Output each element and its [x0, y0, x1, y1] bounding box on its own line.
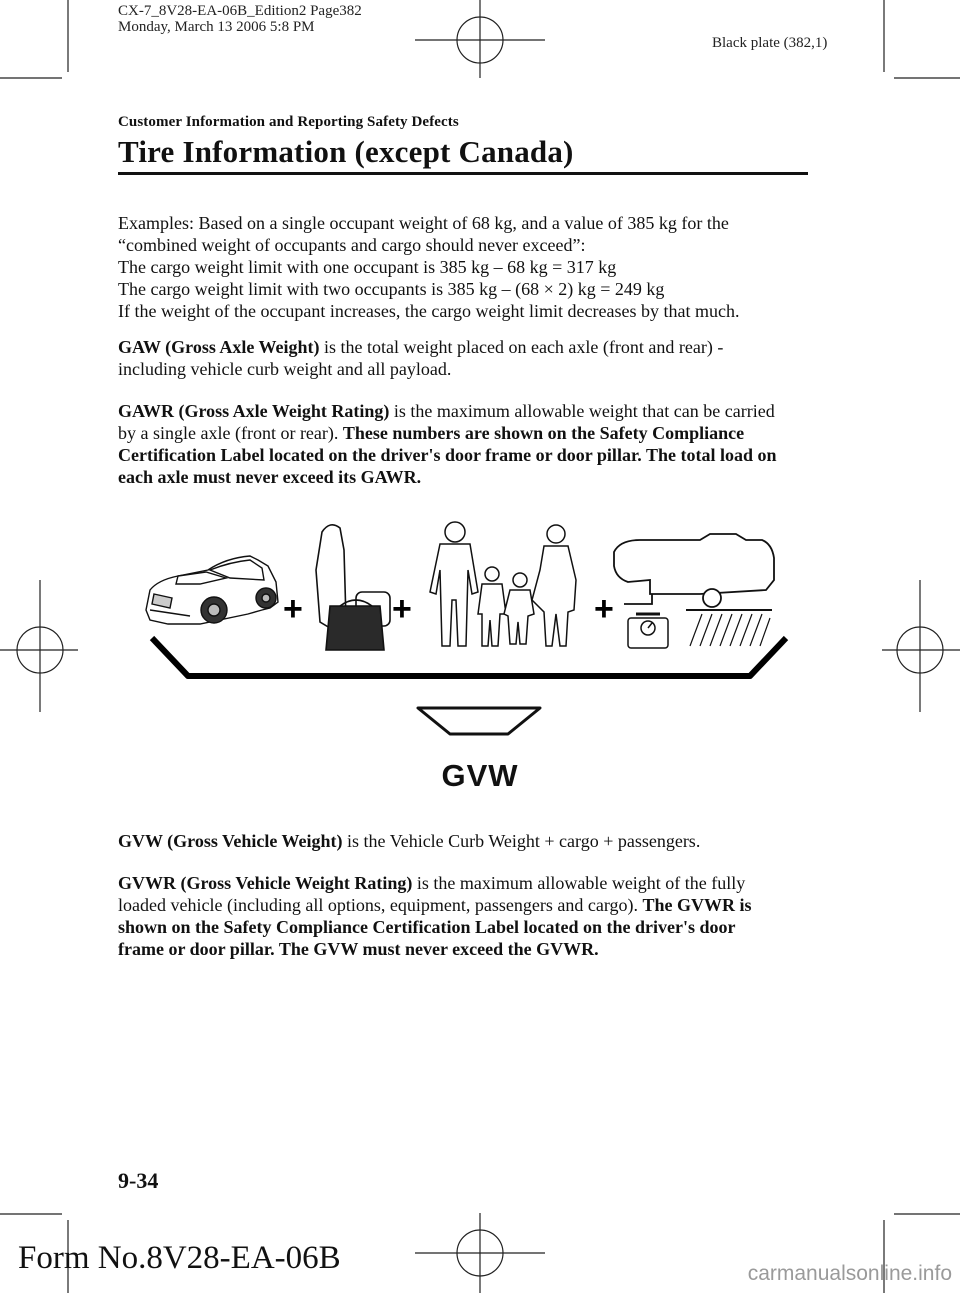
watermark: carmanualsonline.info [747, 1262, 952, 1285]
ground-hatch [686, 610, 772, 646]
gvwr-text-2: loaded vehicle (including all options, equipment, passengers and cargo). [118, 895, 643, 915]
family-icon [430, 522, 576, 646]
gaw-text-1: is the total weight placed on each axle (front and rear) - [319, 337, 724, 357]
gawr-paragraph [118, 400, 808, 488]
gvw-term: GVW (Gross Vehicle Weight) [118, 831, 343, 851]
gawr-bold-2: Certification Label located on the driver's door frame or door pillar. The total load on [118, 445, 777, 465]
examples-line-5: If the weight of the occupant increases, the cargo weight limit decreases by that much. [118, 301, 740, 321]
gawr-bold-3: each axle must never exceed its GAWR. [118, 467, 422, 487]
examples-line-3: The cargo weight limit with one occupant is 385 kg – 68 kg = 317 kg [118, 257, 617, 277]
plate-label: Black plate (382,1) [712, 35, 828, 51]
gvwr-text-1: is the maximum allowable weight of the fully [412, 873, 746, 893]
gawr-bold-1: These numbers are shown on the Safety Compliance [342, 423, 745, 443]
title-rule [118, 172, 808, 175]
trailer-icon [614, 534, 774, 607]
gaw-text-2: including vehicle curb weight and all payload. [118, 359, 452, 379]
gvw-paragraph [118, 830, 808, 852]
gawr-text-1: is the maximum allowable weight that can be carried [389, 401, 775, 421]
scale-icon [628, 614, 668, 648]
gawr-term: GAWR (Gross Axle Weight Rating) [118, 401, 390, 421]
plus-sign-1: + [283, 590, 303, 628]
car-icon [146, 556, 278, 624]
gaw-term: GAW (Gross Axle Weight) [118, 337, 320, 357]
section-label: Customer Information and Reporting Safety Defects [118, 114, 459, 130]
down-arrow-icon [418, 708, 540, 734]
gvw-result-label: GVW [441, 758, 519, 793]
luggage-icon [316, 525, 390, 650]
page-number: 9-34 [118, 1168, 159, 1193]
examples-line-1: Examples: Based on a single occupant weight of 68 kg, and a value of 385 kg for the [118, 213, 729, 233]
gawr-text-2: by a single axle (front or rear). [118, 423, 343, 443]
date-line: Monday, March 13 2006 5:8 PM [118, 19, 315, 35]
gvw-text: is the Vehicle Curb Weight + cargo + passengers. [342, 831, 701, 851]
examples-paragraph [118, 212, 808, 322]
page-title: Tire Information (except Canada) [118, 134, 574, 169]
gvwr-paragraph [118, 872, 808, 960]
examples-line-4: The cargo weight limit with two occupants is 385 kg – (68 × 2) kg = 249 kg [118, 279, 665, 299]
gvwr-bold-1: The GVWR is [642, 895, 752, 915]
gvwr-bold-2: shown on the Safety Compliance Certification Label located on the driver's door [118, 917, 736, 937]
plus-sign-3: + [594, 590, 614, 628]
gvwr-term: GVWR (Gross Vehicle Weight Rating) [118, 873, 413, 893]
gvwr-bold-3: frame or door pillar. The GVW must never exceed the GVWR. [118, 939, 599, 959]
file-info-line: CX-7_8V28-EA-06B_Edition2 Page382 [118, 3, 362, 19]
form-number: Form No.8V28-EA-06B [18, 1240, 341, 1276]
examples-line-2: “combined weight of occupants and cargo should never exceed”: [118, 235, 586, 255]
gaw-paragraph [118, 336, 808, 380]
gvw-illustration [0, 510, 960, 750]
plus-sign-2: + [392, 590, 412, 628]
